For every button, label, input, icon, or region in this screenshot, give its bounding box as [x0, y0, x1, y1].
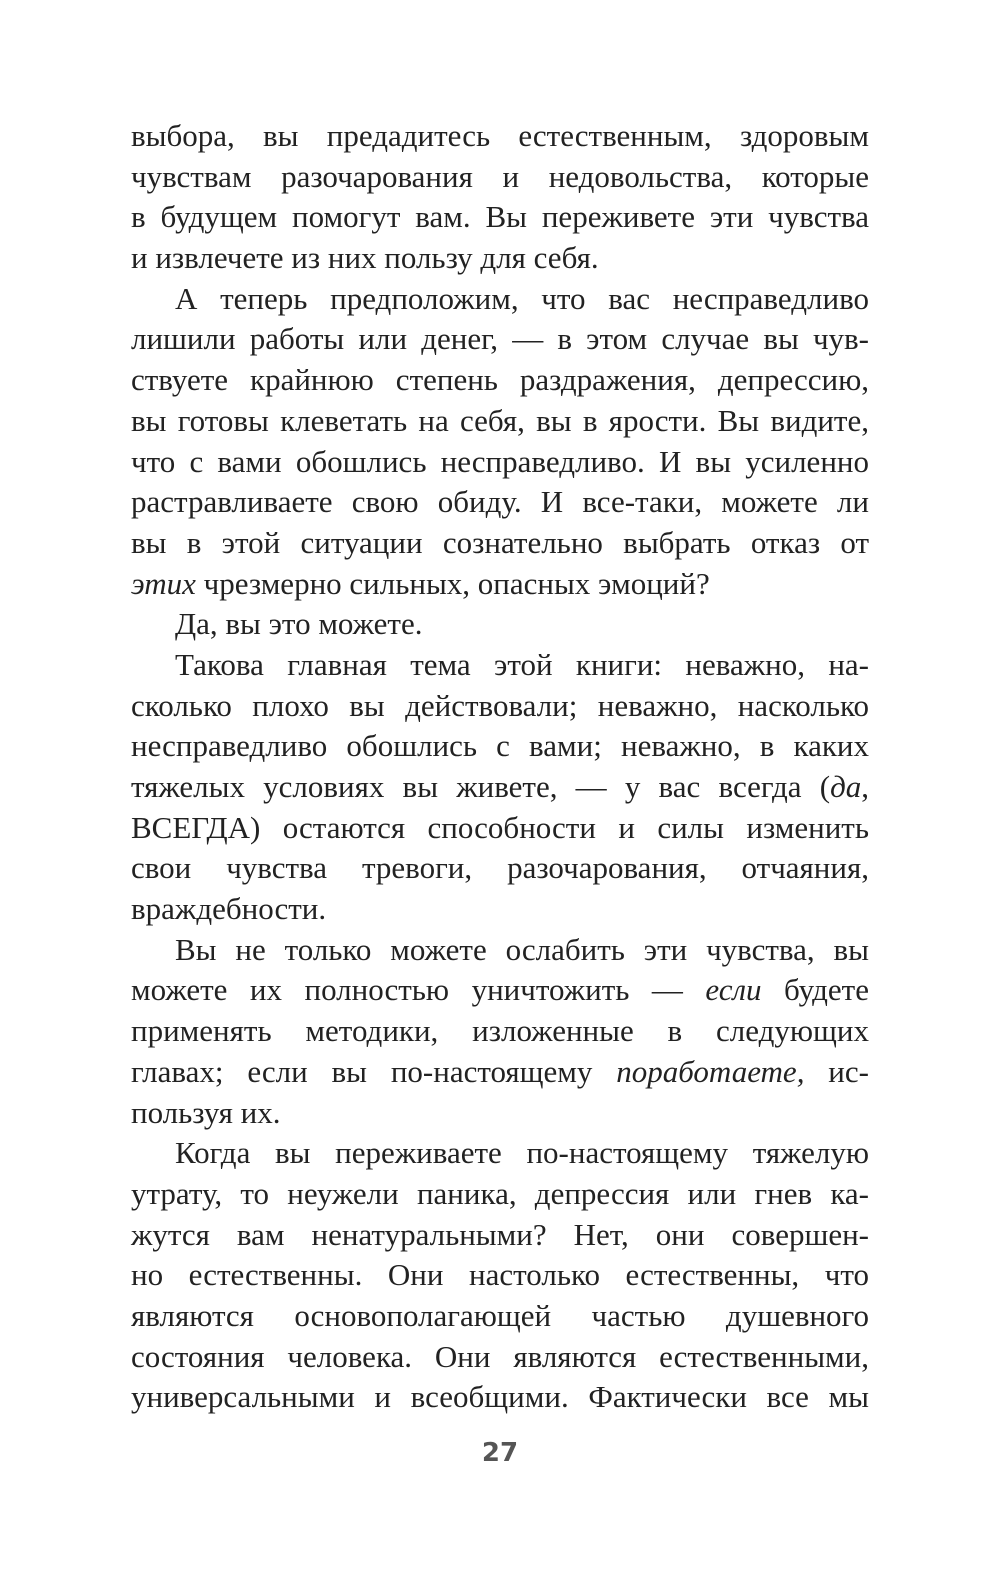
- text-segment: что с вами обошлись несправедливо. И вы усиленно: [131, 443, 869, 479]
- text-line: [131, 482, 869, 523]
- text-segment: выбора, вы предадитесь естественным, здоровым: [131, 118, 869, 153]
- text-line: [131, 645, 869, 686]
- text-segment: ,: [861, 769, 869, 804]
- text-segment: пользуя их.: [131, 1094, 281, 1130]
- text-line: [131, 319, 869, 360]
- text-segment: тяжелых условиях вы живете, — у вас всегда (: [131, 769, 831, 804]
- text-segment: ВСЕГДА) остаются способности и силы изменить: [131, 809, 869, 845]
- page-body-text: [131, 116, 869, 1418]
- text-segment: сколько плохо вы действовали; неважно, насколько: [131, 687, 869, 723]
- text-line: [131, 1255, 869, 1296]
- text-segment: вы в этой ситуации сознательно выбрать отказ от: [131, 524, 869, 560]
- text-line: [131, 1011, 869, 1052]
- text-segment: А теперь предположим, что вас несправедливо: [175, 280, 869, 316]
- text-line: [131, 197, 869, 238]
- text-line: [131, 523, 869, 564]
- text-line: [131, 1215, 869, 1256]
- text-line: [131, 726, 869, 767]
- text-line: [131, 1174, 869, 1215]
- text-line: [131, 889, 869, 930]
- italic-text-segment: да: [830, 769, 862, 804]
- text-segment: ствуете крайнюю степень раздражения, депрессию,: [131, 362, 869, 398]
- text-line: [131, 564, 869, 605]
- text-line: [131, 686, 869, 727]
- italic-text-segment: если: [705, 972, 762, 1008]
- text-line: [131, 279, 869, 320]
- text-segment: Вы не только можете ослабить эти чувства, вы: [175, 931, 869, 967]
- text-line: [131, 360, 869, 401]
- text-segment: Когда вы переживаете по-настоящему тяжелую: [175, 1135, 869, 1171]
- text-line: [131, 116, 869, 157]
- text-segment: Такова главная тема этой книги: неважно, на-: [175, 646, 869, 682]
- text-segment: являются основополагающей частью душевного: [131, 1297, 869, 1333]
- text-segment: главах; если вы по-настоящему: [131, 1053, 617, 1089]
- text-segment: враждебности.: [131, 891, 327, 927]
- text-line: [131, 604, 869, 645]
- text-line: [131, 970, 869, 1011]
- text-segment: Да, вы это можете.: [175, 606, 423, 642]
- text-segment: чрезмерно сильных, опасных эмоций?: [195, 565, 710, 601]
- text-segment: в будущем помогут вам. Вы переживете эти чувства: [131, 199, 869, 235]
- text-segment: будете: [761, 972, 869, 1008]
- text-line: [131, 808, 869, 849]
- text-segment: жутся вам ненатуральными? Нет, они совершен-: [131, 1216, 869, 1252]
- text-segment: но естественны. Они настолько естественны, что: [131, 1257, 869, 1293]
- text-line: [131, 401, 869, 442]
- text-segment: утрату, то неужели паника, депрессия или гнев ка-: [131, 1175, 869, 1211]
- text-segment: лишили работы или денег, — в этом случае вы чув-: [131, 321, 869, 357]
- text-line: [131, 1377, 869, 1418]
- text-segment: несправедливо обошлись с вами; неважно, в каких: [131, 728, 869, 764]
- text-line: [131, 238, 869, 279]
- text-segment: можете их полностью уничтожить —: [131, 972, 706, 1008]
- text-line: [131, 1133, 869, 1174]
- text-line: [131, 1296, 869, 1337]
- italic-text-segment: этих: [131, 565, 196, 601]
- text-line: [131, 442, 869, 483]
- text-segment: универсальными и всеобщими. Фактически все мы: [131, 1379, 869, 1415]
- text-segment: применять методики, изложенные в следующих: [131, 1013, 869, 1049]
- text-line: [131, 157, 869, 198]
- text-segment: вы готовы клеветать на себя, вы в ярости. Вы видите,: [131, 402, 869, 438]
- text-segment: и извлечете из них пользу для себя.: [131, 240, 599, 276]
- text-line: [131, 767, 869, 808]
- text-line: [131, 1052, 869, 1093]
- text-segment: ис-: [804, 1053, 869, 1089]
- text-segment: свои чувства тревоги, разочарования, отчаяния,: [131, 850, 869, 886]
- italic-text-segment: поработаете,: [616, 1053, 805, 1089]
- text-segment: чувствам разочарования и недовольства, которые: [131, 158, 869, 194]
- text-segment: растравливаете свою обиду. И все-таки, можете ли: [131, 484, 869, 520]
- text-line: [131, 848, 869, 889]
- text-segment: состояния человека. Они являются естественными,: [131, 1338, 869, 1374]
- page-number: 27: [481, 1438, 519, 1468]
- text-line: [131, 1093, 869, 1134]
- text-line: [131, 930, 869, 971]
- text-line: [131, 1337, 869, 1378]
